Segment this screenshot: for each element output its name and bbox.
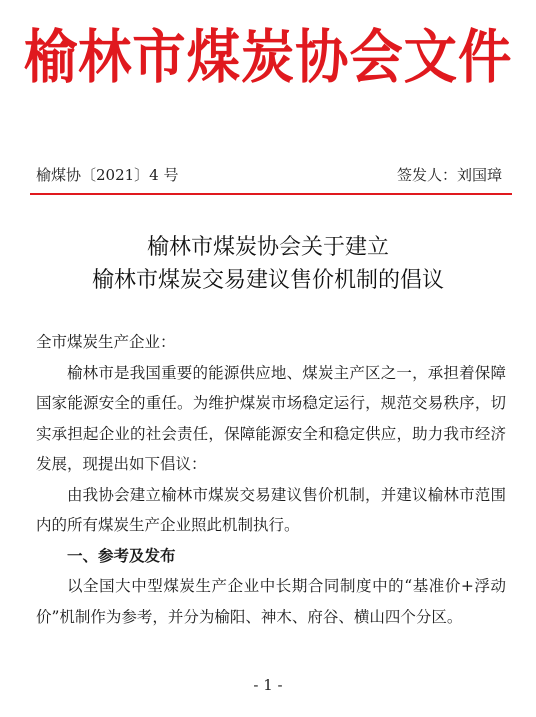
salutation: 全市煤炭生产企业： [36,333,176,351]
masthead-title: 榆林市煤炭协会文件 [23,23,513,91]
document-number: 榆煤协〔2021〕4 号 [36,166,179,184]
document-title [0,231,536,297]
page-number: - 1 - [253,676,283,694]
signer: 签发人：刘国璋 [396,166,502,184]
section-1-text: 以全国大中型煤炭生产企业中长期合同制度中的“基准价+浮动价”机制作为参考，并分为榆阳、神木、府谷、横山四个分区。 [36,577,506,626]
document-body [36,327,506,632]
paragraph-2: 由我协会建立榆林市煤炭交易建议售价机制，并建议榆林市范围内的所有煤炭生产企业照此机制执行。 [36,485,506,534]
document-meta [36,164,506,186]
red-divider-line [30,193,512,195]
title-line-1: 榆林市煤炭协会关于建立 [146,235,389,260]
title-line-2: 榆林市煤炭交易建议售价机制的倡议 [91,268,444,293]
paragraph-1: 榆林市是我国重要的能源供应地、煤炭主产区之一，承担着保障国家能源安全的重任。为维护煤炭市场稳定运行，规范交易秩序，切实承担起企业的社会责任，保障能源安全和稳定供应，助力我市经济发展，现提出如下倡议： [36,363,506,473]
section-1-heading: 一、参考及发布 [67,546,176,565]
